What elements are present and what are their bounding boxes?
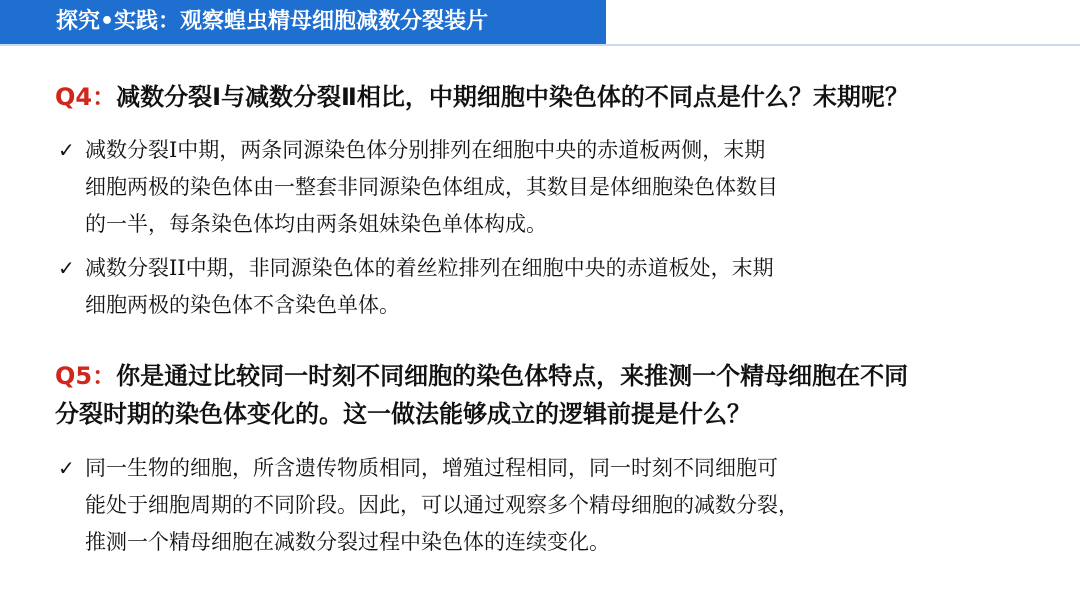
answer-item	[58, 250, 1018, 324]
answer-text	[58, 250, 1018, 324]
answer-text	[58, 450, 1018, 561]
question-q5	[55, 357, 908, 433]
answer-item	[58, 132, 1018, 243]
question-number: Q4：	[55, 83, 117, 111]
answer-line: 的一半，每条染色体均由两条姐妹染色单体构成。	[85, 212, 547, 236]
answer-line: 同一生物的细胞，所含遗传物质相同，增殖过程相同，同一时刻不同细胞可	[85, 456, 778, 480]
answer-item	[58, 450, 1018, 561]
checkmark-icon: ✓	[58, 138, 75, 162]
answer-line: 减数分裂II中期，非同源染色体的着丝粒排列在细胞中央的赤道板处，末期	[85, 256, 774, 280]
checkmark-icon: ✓	[58, 256, 75, 280]
answer-line: 细胞两极的染色体不含染色单体。	[85, 293, 400, 317]
slide-title: 探究•实践：观察蝗虫精母细胞减数分裂装片	[56, 9, 489, 34]
header-divider	[0, 44, 1080, 46]
question-q4	[55, 78, 909, 116]
answer-line: 减数分裂I中期，两条同源染色体分别排列在细胞中央的赤道板两侧，末期	[85, 138, 766, 162]
answer-line: 推测一个精母细胞在减数分裂过程中染色体的连续变化。	[85, 530, 610, 554]
question-text: 分裂时期的染色体变化的。这一做法能够成立的逻辑前提是什么？	[55, 400, 751, 428]
question-text: 你是通过比较同一时刻不同细胞的染色体特点，来推测一个精母细胞在不同	[116, 362, 909, 390]
answer-line: 能处于细胞周期的不同阶段。因此，可以通过观察多个精母细胞的减数分裂，	[85, 493, 799, 517]
question-text: 减数分裂Ⅰ与减数分裂Ⅱ相比，中期细胞中染色体的不同点是什么？末期呢？	[116, 83, 909, 111]
question-number: Q5：	[55, 362, 117, 390]
answer-line: 细胞两极的染色体由一整套非同源染色体组成，其数目是体细胞染色体数目	[85, 175, 778, 199]
checkmark-icon: ✓	[58, 456, 75, 480]
answer-text	[58, 132, 1018, 243]
